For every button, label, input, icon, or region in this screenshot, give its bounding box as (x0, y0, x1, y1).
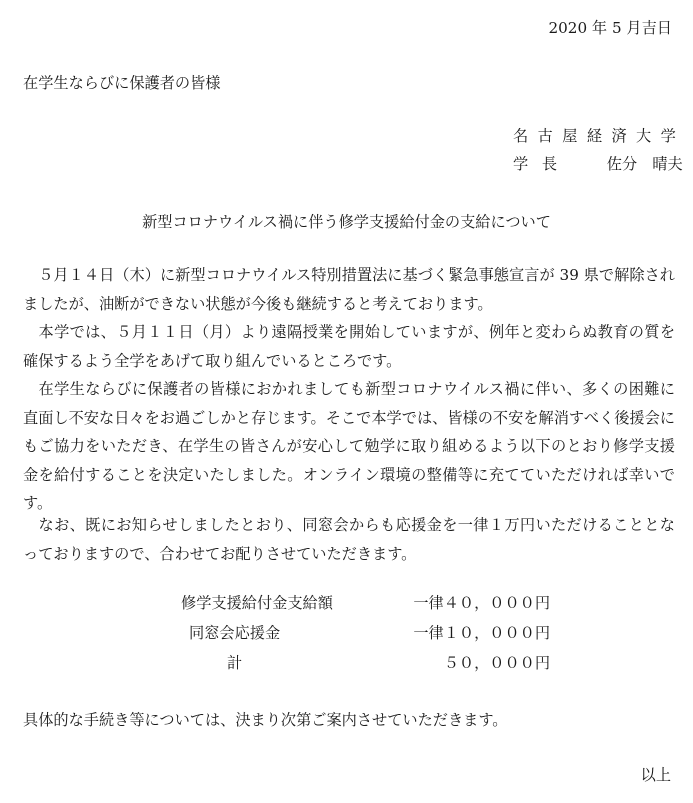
amount-row (150, 592, 550, 622)
amount-label: 修学支援給付金支給額 (181, 594, 333, 612)
amount-label: 計 (227, 654, 243, 672)
document-subject: 新型コロナウイルス禍に伴う修学支援給付金の支給について (142, 213, 551, 231)
president-title: 学長 (513, 155, 571, 173)
body-paragraph: 本学では、５月１１日（月）より遠隔授業を開始していますが、例年と変わらぬ教育の質を確保するよう全学をあげて取り組んでいるところです。 (23, 323, 675, 370)
document-date: 2020 年 5 月吉日 (548, 19, 672, 37)
amount-row-total (150, 652, 550, 682)
body-paragraph: なお、既にお知らせしましたとおり、同窓会からも応援金を一律１万円いただけることとなっておりますので、合わせてお配りさせていただきます。 (23, 516, 675, 563)
closing-mark: 以上 (640, 766, 671, 784)
amount-value: 一律４０，０００円 (413, 594, 550, 612)
amount-label: 同窓会応援金 (189, 624, 281, 642)
amount-row (150, 622, 550, 652)
body-paragraph: 在学生ならびに保護者の皆様におかれましても新型コロナウイルス禍に伴い、多くの困難に直面し不安な日々をお過ごしかと存じます。そこで本学では、皆様の不安を解消すべく後援会にもご協力をいただき、在学生の皆さんが安心して勉学に取り組めるよう以下のとおり修学支援金を給付することを決定いたしました。オンライン環境の整備等に充てていただければ幸いです。 (23, 380, 675, 512)
amount-value: ５０，０００円 (443, 654, 550, 672)
organization-name: 名古屋経済大学 (513, 127, 686, 145)
amount-value: 一律１０，０００円 (413, 624, 550, 642)
amounts-table (150, 592, 550, 682)
body-paragraph: ５月１４日（木）に新型コロナウイルス特別措置法に基づく緊急事態宣言が 39 県で解除されましたが、油断ができない状態が今後も継続すると考えております。 (23, 266, 675, 313)
president-name: 佐分 晴夫 (606, 155, 683, 173)
addressee: 在学生ならびに保護者の皆様 (23, 74, 221, 92)
president-signature (513, 155, 683, 173)
closing-note: 具体的な手続き等については、決まり次第ご案内させていただきます。 (23, 711, 508, 729)
